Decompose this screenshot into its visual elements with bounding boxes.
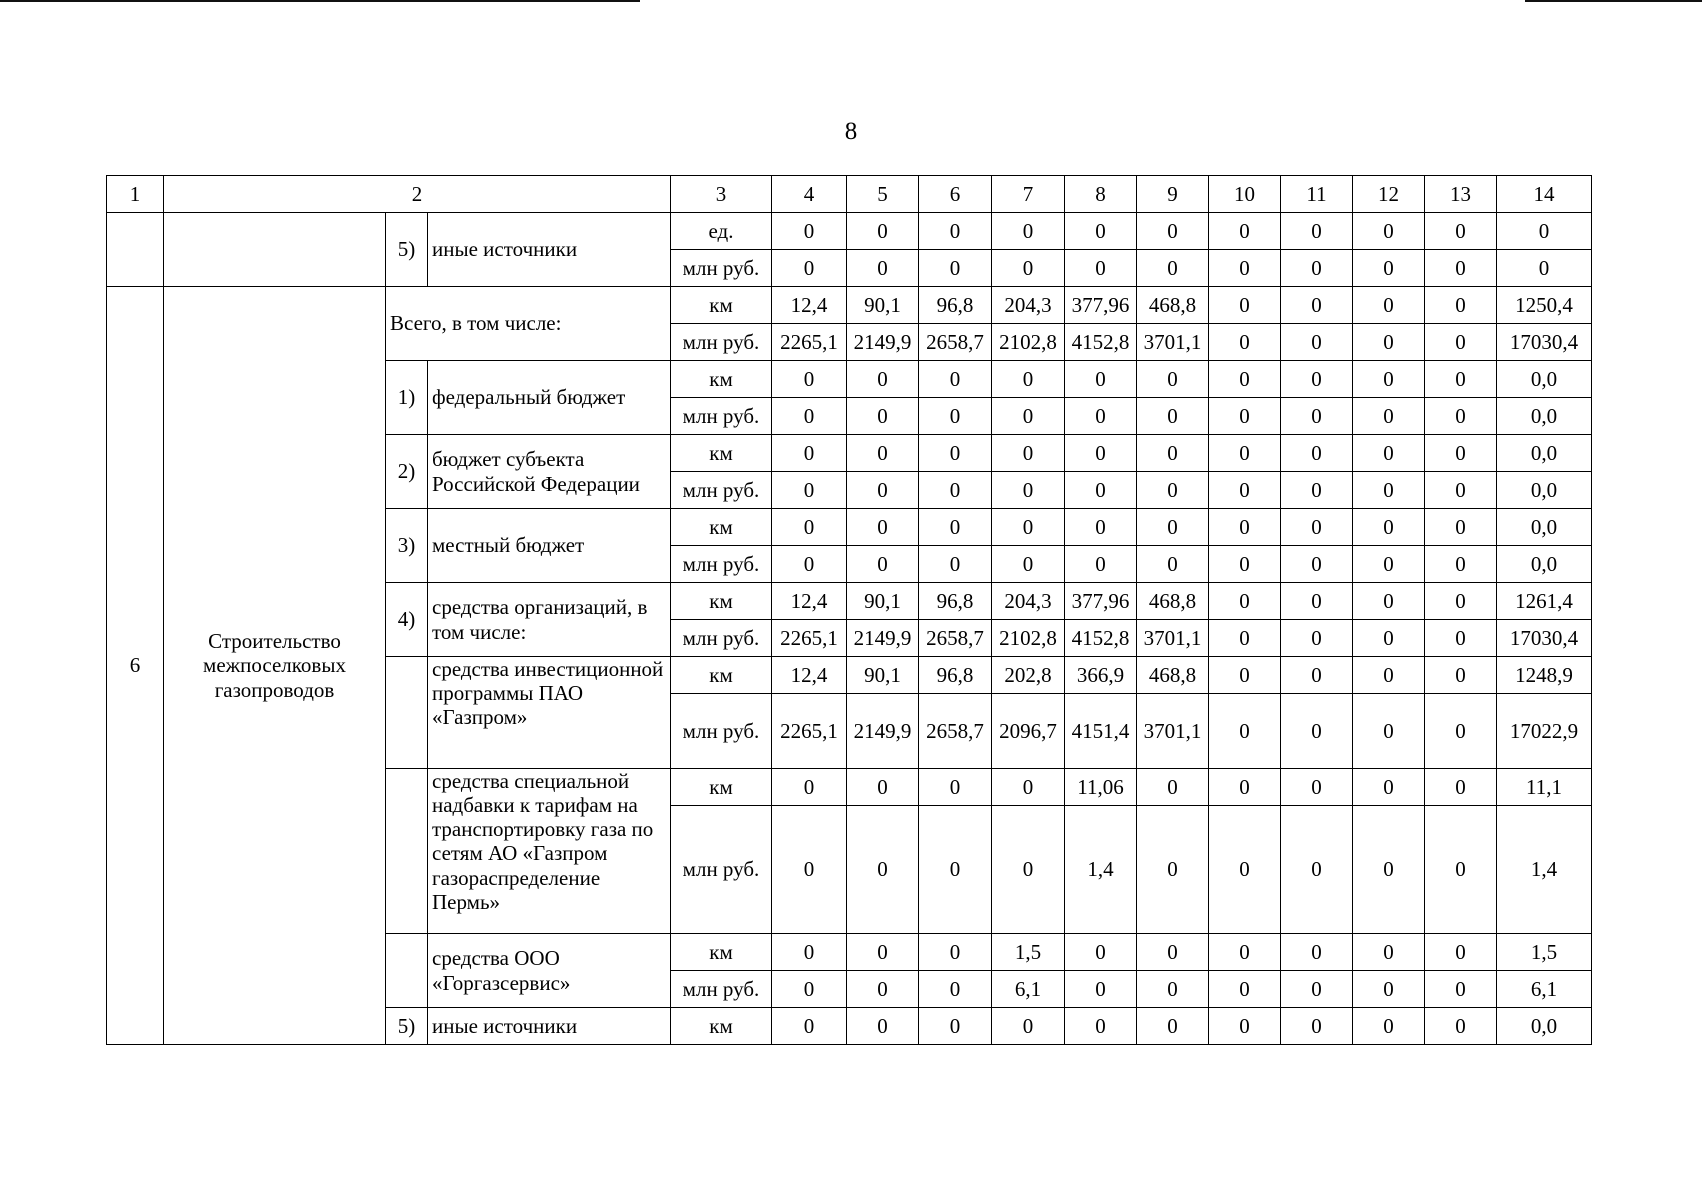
value-cell: 0,0 — [1497, 1008, 1592, 1045]
value-cell: 0 — [1281, 250, 1353, 287]
value-cell: 0 — [1281, 583, 1353, 620]
value-cell: 4152,8 — [1065, 620, 1137, 657]
value-cell: 1,4 — [1065, 806, 1137, 934]
value-cell: 0 — [772, 435, 847, 472]
value-cell: 0 — [1353, 971, 1425, 1008]
value-cell: 0 — [1281, 546, 1353, 583]
value-cell: 1248,9 — [1497, 657, 1592, 694]
value-cell: 0 — [1353, 657, 1425, 694]
value-cell: 0 — [919, 213, 992, 250]
value-cell: 0 — [772, 250, 847, 287]
value-cell: 0,0 — [1497, 472, 1592, 509]
value-cell: 0 — [1065, 361, 1137, 398]
value-cell: 11,06 — [1065, 769, 1137, 806]
value-cell: 0 — [772, 509, 847, 546]
value-cell: 1,5 — [992, 934, 1065, 971]
value-cell: 0 — [1281, 769, 1353, 806]
value-cell: 0 — [1353, 287, 1425, 324]
column-number-header: 10 — [1209, 176, 1281, 213]
value-cell: 90,1 — [847, 583, 919, 620]
value-cell: 0 — [1281, 657, 1353, 694]
source-marker — [386, 934, 428, 1008]
value-cell: 0 — [772, 806, 847, 934]
value-cell: 0,0 — [1497, 398, 1592, 435]
value-cell: 0 — [1425, 398, 1497, 435]
value-cell: 0 — [1281, 620, 1353, 657]
value-cell: 2149,9 — [847, 620, 919, 657]
column-number-header: 4 — [772, 176, 847, 213]
value-cell: 0 — [847, 769, 919, 806]
value-cell: 12,4 — [772, 583, 847, 620]
value-cell: 0 — [919, 398, 992, 435]
value-cell: 366,9 — [1065, 657, 1137, 694]
source-marker: 4) — [386, 583, 428, 657]
value-cell: 0 — [1065, 398, 1137, 435]
column-number-header: 13 — [1425, 176, 1497, 213]
unit-cell: млн руб. — [671, 324, 772, 361]
value-cell: 0 — [1137, 361, 1209, 398]
source-label: средства ООО «Горгазсервис» — [428, 934, 671, 1008]
value-cell: 0,0 — [1497, 546, 1592, 583]
value-cell: 0 — [1137, 250, 1209, 287]
value-cell: 377,96 — [1065, 287, 1137, 324]
source-label: средства организаций, в том числе: — [428, 583, 671, 657]
value-cell: 0 — [1137, 509, 1209, 546]
value-cell: 0 — [919, 509, 992, 546]
value-cell: 0 — [992, 435, 1065, 472]
value-cell: 0 — [1281, 398, 1353, 435]
value-cell: 0 — [992, 806, 1065, 934]
unit-cell: млн руб. — [671, 971, 772, 1008]
value-cell: 202,8 — [992, 657, 1065, 694]
value-cell: 0 — [919, 435, 992, 472]
value-cell: 0 — [772, 398, 847, 435]
source-label: бюджет субъекта Российской Федерации — [428, 435, 671, 509]
value-cell: 0 — [1425, 435, 1497, 472]
value-cell: 0 — [1137, 971, 1209, 1008]
value-cell: 4151,4 — [1065, 694, 1137, 769]
value-cell: 0 — [1209, 472, 1281, 509]
column-number-header: 9 — [1137, 176, 1209, 213]
source-marker: 3) — [386, 509, 428, 583]
value-cell: 0 — [992, 398, 1065, 435]
unit-cell: млн руб. — [671, 620, 772, 657]
value-cell: 0 — [847, 250, 919, 287]
value-cell: 6,1 — [992, 971, 1065, 1008]
value-cell: 0 — [847, 472, 919, 509]
value-cell: 0 — [919, 546, 992, 583]
value-cell: 0 — [1209, 546, 1281, 583]
value-cell: 0 — [847, 546, 919, 583]
value-cell: 0 — [1353, 806, 1425, 934]
table-row — [107, 287, 1592, 324]
value-cell: 0 — [919, 472, 992, 509]
value-cell: 0 — [1425, 472, 1497, 509]
value-cell: 0 — [1209, 934, 1281, 971]
column-number-header: 2 — [164, 176, 671, 213]
value-cell: 2265,1 — [772, 620, 847, 657]
value-cell: 0 — [992, 213, 1065, 250]
value-cell: 0 — [1065, 1008, 1137, 1045]
value-cell: 0 — [1281, 971, 1353, 1008]
source-label: иные источники — [428, 213, 671, 287]
source-label: средства инвестиционной программы ПАО «Газпром» — [428, 657, 671, 769]
value-cell: 0 — [1209, 1008, 1281, 1045]
value-cell: 0 — [1353, 769, 1425, 806]
value-cell: 0 — [1353, 546, 1425, 583]
unit-cell: км — [671, 657, 772, 694]
value-cell: 2149,9 — [847, 694, 919, 769]
value-cell: 0 — [1209, 620, 1281, 657]
value-cell: 90,1 — [847, 657, 919, 694]
value-cell: 0 — [1425, 934, 1497, 971]
value-cell: 0 — [1209, 324, 1281, 361]
column-number-header: 1 — [107, 176, 164, 213]
column-number-header: 11 — [1281, 176, 1353, 213]
value-cell: 468,8 — [1137, 657, 1209, 694]
value-cell: 0 — [1209, 435, 1281, 472]
value-cell: 96,8 — [919, 583, 992, 620]
source-label: федеральный бюджет — [428, 361, 671, 435]
section-number: 6 — [107, 287, 164, 1045]
value-cell: 2149,9 — [847, 324, 919, 361]
value-cell: 0 — [1065, 546, 1137, 583]
value-cell: 0 — [1353, 250, 1425, 287]
value-cell: 96,8 — [919, 657, 992, 694]
value-cell: 468,8 — [1137, 287, 1209, 324]
unit-cell: млн руб. — [671, 806, 772, 934]
value-cell: 0 — [992, 1008, 1065, 1045]
value-cell: 0 — [1137, 934, 1209, 971]
source-label: иные источники — [428, 1008, 671, 1045]
header-row — [107, 176, 1592, 213]
value-cell: 0 — [1497, 213, 1592, 250]
value-cell: 0 — [772, 971, 847, 1008]
value-cell: 12,4 — [772, 287, 847, 324]
value-cell: 6,1 — [1497, 971, 1592, 1008]
value-cell: 2102,8 — [992, 620, 1065, 657]
value-cell: 0 — [992, 769, 1065, 806]
value-cell: 0 — [1209, 806, 1281, 934]
column-number-header: 5 — [847, 176, 919, 213]
value-cell: 0 — [992, 509, 1065, 546]
value-cell: 0 — [1425, 694, 1497, 769]
value-cell: 12,4 — [772, 657, 847, 694]
value-cell: 0 — [1353, 583, 1425, 620]
value-cell: 0 — [1353, 934, 1425, 971]
value-cell: 0 — [1209, 250, 1281, 287]
value-cell: 1250,4 — [1497, 287, 1592, 324]
column-number-header: 12 — [1353, 176, 1425, 213]
value-cell: 3701,1 — [1137, 694, 1209, 769]
value-cell: 2096,7 — [992, 694, 1065, 769]
financing-table — [106, 175, 1592, 1045]
value-cell: 0 — [1065, 971, 1137, 1008]
table-row — [107, 213, 1592, 250]
value-cell: 0 — [847, 398, 919, 435]
value-cell: 0 — [847, 934, 919, 971]
value-cell: 0 — [772, 213, 847, 250]
value-cell: 0 — [1137, 435, 1209, 472]
value-cell: 0 — [1353, 620, 1425, 657]
value-cell: 0 — [1281, 934, 1353, 971]
value-cell: 0 — [1209, 583, 1281, 620]
value-cell: 0 — [847, 361, 919, 398]
scan-edge-left — [0, 0, 640, 2]
value-cell: 0 — [919, 806, 992, 934]
unit-cell: км — [671, 509, 772, 546]
value-cell: 0,0 — [1497, 435, 1592, 472]
value-cell: 0 — [1281, 361, 1353, 398]
value-cell: 0 — [772, 472, 847, 509]
value-cell: 96,8 — [919, 287, 992, 324]
source-marker: 2) — [386, 435, 428, 509]
value-cell: 0 — [1065, 934, 1137, 971]
value-cell: 0 — [1209, 398, 1281, 435]
value-cell: 17030,4 — [1497, 324, 1592, 361]
value-cell: 0 — [1353, 398, 1425, 435]
row-title-cell — [164, 213, 386, 287]
value-cell: 0 — [1353, 213, 1425, 250]
value-cell: 0 — [772, 934, 847, 971]
value-cell: 0 — [992, 472, 1065, 509]
value-cell: 0 — [847, 213, 919, 250]
value-cell: 1,4 — [1497, 806, 1592, 934]
value-cell: 0 — [1209, 769, 1281, 806]
unit-cell: км — [671, 1008, 772, 1045]
value-cell: 0 — [919, 361, 992, 398]
value-cell: 0 — [1353, 509, 1425, 546]
value-cell: 0 — [1209, 971, 1281, 1008]
value-cell: 0 — [1425, 287, 1497, 324]
value-cell: 0 — [847, 435, 919, 472]
value-cell: 1261,4 — [1497, 583, 1592, 620]
value-cell: 0 — [919, 1008, 992, 1045]
value-cell: 0 — [992, 361, 1065, 398]
scan-edge-right — [1525, 0, 1702, 2]
unit-cell: км — [671, 435, 772, 472]
value-cell: 204,3 — [992, 583, 1065, 620]
source-marker — [386, 657, 428, 769]
value-cell: 0 — [772, 546, 847, 583]
value-cell: 0 — [772, 361, 847, 398]
value-cell: 0 — [919, 769, 992, 806]
value-cell: 0 — [847, 509, 919, 546]
source-marker — [386, 769, 428, 934]
source-marker: 5) — [386, 213, 428, 287]
value-cell: 0 — [1065, 472, 1137, 509]
value-cell: 0 — [1209, 287, 1281, 324]
value-cell: 11,1 — [1497, 769, 1592, 806]
value-cell: 0 — [847, 971, 919, 1008]
value-cell: 0 — [1425, 546, 1497, 583]
value-cell: 0 — [1281, 287, 1353, 324]
value-cell: 0 — [1425, 971, 1497, 1008]
value-cell: 0 — [1281, 324, 1353, 361]
column-number-header: 3 — [671, 176, 772, 213]
value-cell: 0 — [1137, 1008, 1209, 1045]
value-cell: 90,1 — [847, 287, 919, 324]
column-number-header: 7 — [992, 176, 1065, 213]
value-cell: 0 — [1209, 213, 1281, 250]
value-cell: 3701,1 — [1137, 324, 1209, 361]
value-cell: 0 — [1281, 1008, 1353, 1045]
value-cell: 0 — [1209, 657, 1281, 694]
value-cell: 3701,1 — [1137, 620, 1209, 657]
value-cell: 0 — [1281, 694, 1353, 769]
value-cell: 0 — [1281, 472, 1353, 509]
source-marker: 5) — [386, 1008, 428, 1045]
value-cell: 0 — [1425, 769, 1497, 806]
source-label: средства специальной надбавки к тарифам на транспортировку газа по сетям АО «Газпром газораспределение Пермь» — [428, 769, 671, 934]
value-cell: 17022,9 — [1497, 694, 1592, 769]
value-cell: 468,8 — [1137, 583, 1209, 620]
unit-cell: км — [671, 769, 772, 806]
unit-cell: млн руб. — [671, 694, 772, 769]
value-cell: 0,0 — [1497, 509, 1592, 546]
value-cell: 0 — [772, 1008, 847, 1045]
row-number-cell — [107, 213, 164, 287]
value-cell: 0 — [1425, 806, 1497, 934]
value-cell: 1,5 — [1497, 934, 1592, 971]
value-cell: 0 — [1425, 250, 1497, 287]
section-title: Строительство межпоселковых газопроводов — [164, 287, 386, 1045]
value-cell: 0 — [1137, 472, 1209, 509]
value-cell: 204,3 — [992, 287, 1065, 324]
value-cell: 0 — [919, 971, 992, 1008]
value-cell: 2265,1 — [772, 324, 847, 361]
value-cell: 0 — [1137, 398, 1209, 435]
value-cell: 0 — [1137, 769, 1209, 806]
source-marker: 1) — [386, 361, 428, 435]
value-cell: 0 — [1353, 435, 1425, 472]
value-cell: 2102,8 — [992, 324, 1065, 361]
unit-cell: ед. — [671, 213, 772, 250]
value-cell: 0 — [1137, 546, 1209, 583]
unit-cell: км — [671, 583, 772, 620]
unit-cell: млн руб. — [671, 250, 772, 287]
value-cell: 0 — [1209, 361, 1281, 398]
unit-cell: млн руб. — [671, 398, 772, 435]
value-cell: 0 — [1209, 509, 1281, 546]
unit-cell: км — [671, 287, 772, 324]
value-cell: 2658,7 — [919, 324, 992, 361]
value-cell: 0 — [1065, 509, 1137, 546]
value-cell: 2265,1 — [772, 694, 847, 769]
value-cell: 0 — [1065, 250, 1137, 287]
column-number-header: 14 — [1497, 176, 1592, 213]
value-cell: 0 — [1137, 213, 1209, 250]
total-label: Всего, в том числе: — [386, 287, 671, 361]
value-cell: 0 — [992, 546, 1065, 583]
value-cell: 0 — [992, 250, 1065, 287]
value-cell: 0 — [1065, 435, 1137, 472]
value-cell: 0 — [919, 250, 992, 287]
unit-cell: млн руб. — [671, 472, 772, 509]
value-cell: 0 — [1353, 324, 1425, 361]
value-cell: 0 — [1281, 509, 1353, 546]
value-cell: 377,96 — [1065, 583, 1137, 620]
value-cell: 0 — [1425, 1008, 1497, 1045]
value-cell: 0 — [1209, 694, 1281, 769]
value-cell: 0 — [1353, 1008, 1425, 1045]
value-cell: 0 — [847, 1008, 919, 1045]
value-cell: 0 — [919, 934, 992, 971]
value-cell: 0 — [1281, 435, 1353, 472]
value-cell: 0 — [1425, 324, 1497, 361]
value-cell: 0 — [1497, 250, 1592, 287]
value-cell: 17030,4 — [1497, 620, 1592, 657]
value-cell: 0 — [1425, 213, 1497, 250]
unit-cell: км — [671, 934, 772, 971]
value-cell: 0 — [1281, 213, 1353, 250]
value-cell: 0 — [1425, 657, 1497, 694]
value-cell: 0 — [772, 769, 847, 806]
value-cell: 2658,7 — [919, 694, 992, 769]
value-cell: 4152,8 — [1065, 324, 1137, 361]
value-cell: 0 — [1425, 620, 1497, 657]
unit-cell: км — [671, 361, 772, 398]
source-label: местный бюджет — [428, 509, 671, 583]
unit-cell: млн руб. — [671, 546, 772, 583]
value-cell: 0 — [847, 806, 919, 934]
value-cell: 0 — [1137, 806, 1209, 934]
value-cell: 0 — [1353, 361, 1425, 398]
value-cell: 0 — [1353, 472, 1425, 509]
value-cell: 0 — [1425, 509, 1497, 546]
value-cell: 0 — [1425, 583, 1497, 620]
value-cell: 0,0 — [1497, 361, 1592, 398]
value-cell: 2658,7 — [919, 620, 992, 657]
column-number-header: 6 — [919, 176, 992, 213]
value-cell: 0 — [1065, 213, 1137, 250]
value-cell: 0 — [1281, 806, 1353, 934]
page-number: 8 — [844, 118, 858, 145]
value-cell: 0 — [1353, 694, 1425, 769]
value-cell: 0 — [1425, 361, 1497, 398]
column-number-header: 8 — [1065, 176, 1137, 213]
